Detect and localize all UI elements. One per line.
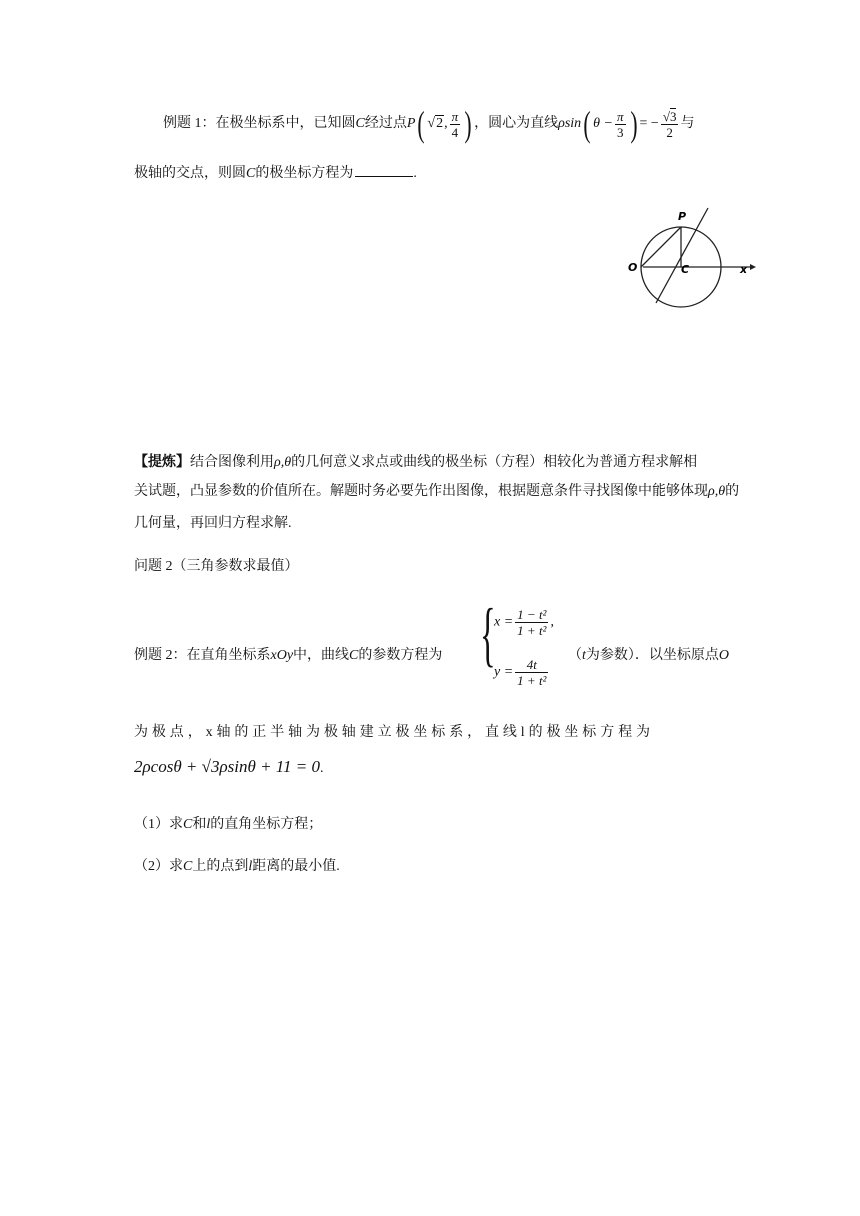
text: .: [413, 166, 417, 181]
text: ，圆心为直线: [474, 116, 559, 132]
sqrt-2: √2: [427, 116, 444, 132]
tip-line1: [134, 451, 697, 471]
text: 为参数）．以坐标原点: [585, 648, 719, 663]
text: 结合图像利用: [190, 455, 274, 470]
param-y: [494, 657, 550, 688]
rho-theta: ρ,θ: [274, 455, 292, 470]
question-2: （2）求C上的点到l距离的最小值.: [134, 859, 340, 874]
rho-sin: ρsin: [558, 116, 582, 132]
theta-minus: θ −: [593, 116, 613, 132]
text: 的几何意义求点或曲线的极坐标（方程）相较化为普通方程求解相: [291, 455, 698, 470]
frac-pi-3: $\frac{\pi}{3}$: [617, 108, 624, 140]
frac-pi-4: $\frac{\pi}{4}$: [451, 108, 459, 140]
paren-open: (: [417, 104, 426, 144]
var-xOy: xOy: [270, 648, 294, 663]
example1-line2: [134, 162, 417, 182]
text: 的: [725, 484, 740, 499]
question-1: （1）求C和l的直角坐标方程；: [134, 817, 323, 832]
label-P: P: [678, 210, 687, 223]
y-eq: y =: [494, 664, 514, 680]
var-C: C: [246, 166, 256, 181]
tip-line3: [134, 512, 292, 532]
answer-blank: [355, 164, 413, 177]
system-brace: {: [480, 594, 496, 674]
frac-y: $\frac{4t}{\text{1 + t²}}$: [517, 657, 547, 688]
var-C: C: [183, 817, 193, 832]
var-P: P: [406, 116, 416, 132]
text: 关试题，凸显参数的价值所在。解题时务必要先作出图像，根据题意条件寻找图像中能够体现: [134, 484, 708, 499]
polar-equation: 2ρcosθ + √3ρsinθ + 11 = 0: [134, 757, 321, 776]
example2-line1: [134, 644, 442, 664]
example1-line1: 例题 1：在极坐标系中，已知圆C经过点P( √2, $\frac{\pi}{4}$ ) ，圆心为直线ρsin( θ − $\frac{\pi}{3}$ ) = − $\frac{√3}{2}$ 与: [163, 104, 695, 144]
text: 的极坐标方程为: [255, 166, 354, 181]
equals-minus: = −: [639, 116, 659, 132]
param-x: x = $\frac{\text{1 − t²}}{\text{1 + t²}}$ ,: [494, 607, 554, 638]
var-O: O: [718, 648, 730, 663]
problem2-title: 问题 2（三角参数求最值）: [134, 559, 299, 574]
paren-close: ): [629, 104, 638, 144]
text: 例题 1：在极坐标系中，已知圆: [163, 116, 356, 132]
circle-figure: [618, 205, 758, 315]
text: 经过点: [364, 116, 407, 132]
label-O: O: [628, 261, 638, 274]
example2-line2: 为 极 点 ， x 轴 的 正 半 轴 为 极 轴 建 立 极 坐 标 系 ， 直 线 l 的 极 坐 标 方 程 为: [134, 725, 651, 740]
text: 例题 2：在直角坐标系: [134, 648, 271, 663]
text: 与: [680, 116, 695, 132]
var-t: t: [582, 648, 586, 663]
paren-close: ): [464, 104, 472, 144]
var-C: C: [355, 116, 365, 132]
text: （: [568, 648, 582, 663]
tip-line2: [134, 480, 739, 500]
x-eq: x =: [494, 614, 514, 630]
text: 的参数方程为: [358, 648, 443, 663]
example2-equation: 2ρcosθ + √3ρsinθ + 11 = 0.: [134, 757, 324, 776]
var-l: l: [206, 817, 211, 832]
var-C: C: [349, 648, 359, 663]
paren-open: (: [583, 104, 591, 144]
rho-theta: ρ,θ: [708, 484, 726, 499]
text: 中，曲线: [293, 648, 350, 663]
axis-arrow: [750, 264, 756, 270]
text: 极轴的交点，则圆: [134, 166, 246, 181]
param-note: [568, 644, 729, 664]
var-l: l: [248, 859, 253, 874]
frac-sqrt3-2: $\frac{√3}{2}$: [662, 108, 677, 140]
label-x: x: [740, 263, 748, 276]
text: 几何量，再回归方程求解.: [134, 516, 292, 531]
label-C: C: [681, 263, 690, 276]
tip-heading: 【提炼】: [134, 455, 190, 470]
var-C: C: [183, 859, 193, 874]
frac-x: $\frac{\text{1 − t²}}{\text{1 + t²}}$: [517, 607, 547, 638]
